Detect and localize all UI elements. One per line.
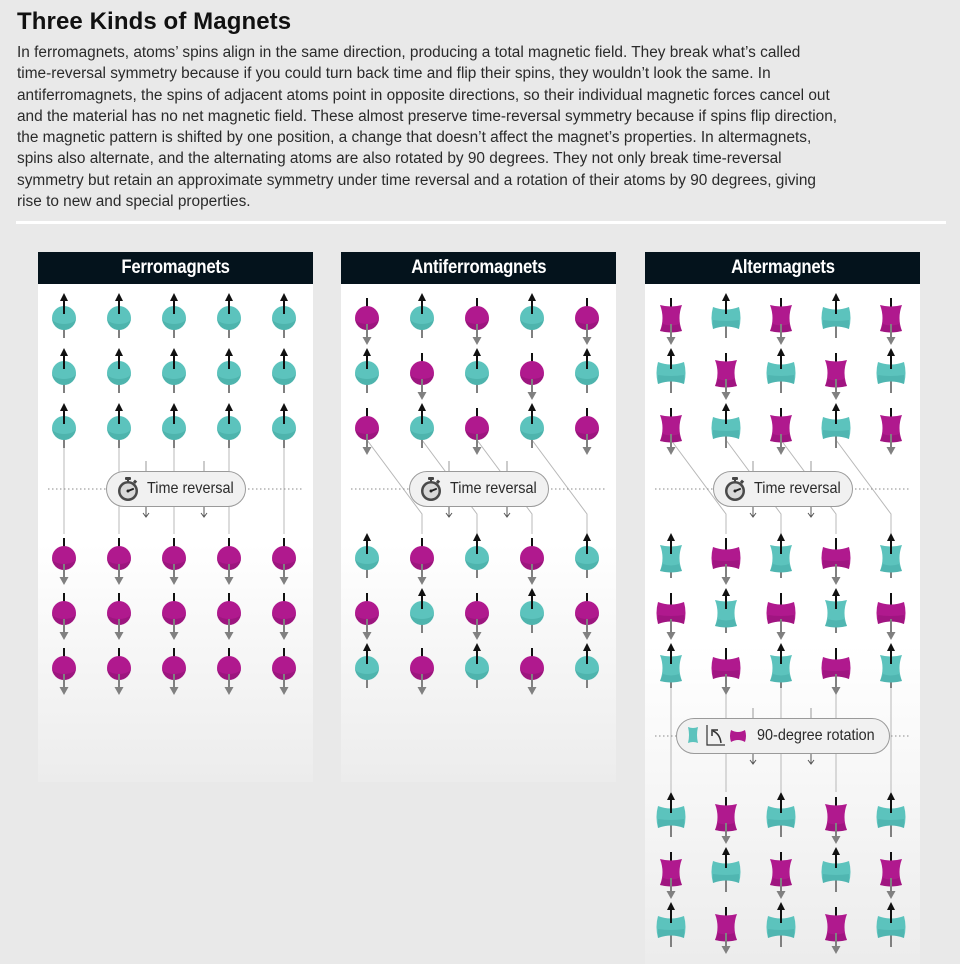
down-spin-atom <box>52 648 76 695</box>
panel-title: Antiferromagnets <box>410 257 547 278</box>
down-spin-atom <box>272 648 296 695</box>
up-spin-atom <box>465 643 489 688</box>
stopwatch-icon <box>418 476 444 502</box>
intro-line: antiferromagnets, the spins of adjacent atoms point in opposite directions, so their individual magnetic forces cancel out <box>17 86 830 104</box>
rotation-operation-label <box>676 718 890 754</box>
down-spin-atom <box>660 408 682 455</box>
up-spin-atom <box>355 643 379 688</box>
up-spin-atom <box>822 293 851 338</box>
down-spin-atom <box>272 538 296 585</box>
down-spin-atom <box>217 593 241 640</box>
up-spin-atom <box>767 348 796 393</box>
intro-line: symmetry but retain an approximate symmetry under time reversal and a rotation of their atoms by 90 degrees, giving <box>17 171 816 189</box>
up-spin-atom <box>575 348 599 393</box>
down-spin-atom <box>217 538 241 585</box>
down-spin-atom <box>410 353 434 400</box>
up-spin-atom <box>465 533 489 578</box>
down-spin-atom <box>825 353 847 400</box>
up-spin-atom <box>712 403 741 448</box>
down-spin-atom <box>770 852 792 899</box>
down-spin-atom <box>107 538 131 585</box>
up-spin-atom <box>880 533 902 578</box>
down-spin-atom <box>715 907 737 954</box>
up-spin-atom <box>107 403 131 448</box>
panel-title: Ferromagnets <box>121 257 230 278</box>
up-spin-atom <box>715 588 737 633</box>
down-spin-atom <box>107 648 131 695</box>
atom-diagram <box>38 252 313 782</box>
page-title: Three Kinds of Magnets <box>17 8 292 35</box>
down-spin-atom <box>575 593 599 640</box>
up-spin-atom <box>107 348 131 393</box>
up-spin-atom <box>712 847 741 892</box>
up-spin-atom <box>877 902 906 947</box>
atom-diagram <box>645 252 920 964</box>
down-spin-atom <box>52 538 76 585</box>
down-spin-atom <box>575 298 599 345</box>
intro-line: time-reversal symmetry because if you could turn back time and flip their spins, they wouldn’t look the same. In <box>17 65 771 83</box>
up-spin-atom <box>465 348 489 393</box>
down-spin-atom <box>715 353 737 400</box>
down-spin-atom <box>822 538 851 585</box>
stopwatch-icon <box>115 476 141 502</box>
up-spin-atom <box>520 293 544 338</box>
section-divider <box>16 221 946 224</box>
up-spin-atom <box>657 348 686 393</box>
up-spin-atom <box>575 533 599 578</box>
up-spin-atom <box>217 348 241 393</box>
down-spin-atom <box>162 593 186 640</box>
up-spin-atom <box>575 643 599 688</box>
down-spin-atom <box>825 907 847 954</box>
down-spin-atom <box>880 852 902 899</box>
up-spin-atom <box>410 403 434 448</box>
time-reversal-operation-label <box>713 471 853 507</box>
up-spin-atom <box>770 643 792 688</box>
up-spin-atom <box>660 643 682 688</box>
stopwatch-icon <box>722 476 748 502</box>
down-spin-atom <box>272 593 296 640</box>
up-spin-atom <box>770 533 792 578</box>
down-spin-atom <box>770 298 792 345</box>
intro-paragraph <box>17 42 947 212</box>
up-spin-atom <box>822 847 851 892</box>
up-spin-atom <box>410 588 434 633</box>
down-spin-atom <box>825 797 847 844</box>
down-spin-atom <box>355 298 379 345</box>
down-spin-atom <box>877 593 906 640</box>
up-spin-atom <box>217 293 241 338</box>
up-spin-atom <box>52 403 76 448</box>
down-spin-atom <box>520 353 544 400</box>
up-spin-atom <box>822 403 851 448</box>
up-spin-atom <box>410 293 434 338</box>
up-spin-atom <box>217 403 241 448</box>
up-spin-atom <box>767 792 796 837</box>
down-spin-atom <box>355 408 379 455</box>
down-spin-atom <box>715 797 737 844</box>
time-reversal-operation-label <box>409 471 549 507</box>
up-spin-atom <box>162 403 186 448</box>
panel-title: Altermagnets <box>730 257 835 278</box>
up-spin-atom <box>825 588 847 633</box>
up-spin-atom <box>272 293 296 338</box>
down-spin-atom <box>162 648 186 695</box>
up-spin-atom <box>162 348 186 393</box>
down-spin-atom <box>410 648 434 695</box>
down-spin-atom <box>465 593 489 640</box>
time-reversal-operation-label <box>106 471 246 507</box>
up-spin-atom <box>767 902 796 947</box>
down-spin-atom <box>465 408 489 455</box>
down-spin-atom <box>355 593 379 640</box>
intro-line: and the material has no net magnetic field. These almost preserve time-reversal symmetry because if spins flip direction, <box>17 107 838 125</box>
down-spin-atom <box>217 648 241 695</box>
up-spin-atom <box>712 293 741 338</box>
operation-label-text: Time reversal <box>450 480 537 497</box>
down-spin-atom <box>880 408 902 455</box>
down-spin-atom <box>465 298 489 345</box>
down-spin-atom <box>880 298 902 345</box>
up-spin-atom <box>355 348 379 393</box>
rotation-icon <box>685 723 751 749</box>
down-spin-atom <box>712 648 741 695</box>
down-spin-atom <box>162 538 186 585</box>
up-spin-atom <box>162 293 186 338</box>
up-spin-atom <box>877 792 906 837</box>
up-spin-atom <box>520 403 544 448</box>
down-spin-atom <box>410 538 434 585</box>
down-spin-atom <box>575 408 599 455</box>
down-spin-atom <box>660 852 682 899</box>
up-spin-atom <box>52 348 76 393</box>
intro-line: rise to new and special properties. <box>17 193 251 211</box>
intro-line: spins also alternate, and the alternating atoms are also rotated by 90 degrees. They not only break time-reversal <box>17 150 782 168</box>
up-spin-atom <box>52 293 76 338</box>
up-spin-atom <box>877 348 906 393</box>
atom-diagram <box>341 252 616 782</box>
down-spin-atom <box>767 593 796 640</box>
up-spin-atom <box>355 533 379 578</box>
operation-label-text: 90-degree rotation <box>757 727 875 744</box>
operation-label-text: Time reversal <box>754 480 841 497</box>
down-spin-atom <box>712 538 741 585</box>
up-spin-atom <box>520 588 544 633</box>
up-spin-atom <box>657 792 686 837</box>
down-spin-atom <box>52 593 76 640</box>
down-spin-atom <box>520 538 544 585</box>
up-spin-atom <box>660 533 682 578</box>
down-spin-atom <box>657 593 686 640</box>
intro-line: the magnetic pattern is shifted by one position, a change that doesn’t affect the magnet’s properties. In altermagnets, <box>17 129 812 147</box>
up-spin-atom <box>880 643 902 688</box>
down-spin-atom <box>822 648 851 695</box>
up-spin-atom <box>272 403 296 448</box>
up-spin-atom <box>272 348 296 393</box>
operation-label-text: Time reversal <box>147 480 234 497</box>
down-spin-atom <box>107 593 131 640</box>
down-spin-atom <box>770 408 792 455</box>
down-spin-atom <box>520 648 544 695</box>
up-spin-atom <box>107 293 131 338</box>
intro-line: In ferromagnets, atoms’ spins align in the same direction, producing a total magnetic field. They break what’s called <box>17 44 801 61</box>
down-spin-atom <box>660 298 682 345</box>
up-spin-atom <box>657 902 686 947</box>
